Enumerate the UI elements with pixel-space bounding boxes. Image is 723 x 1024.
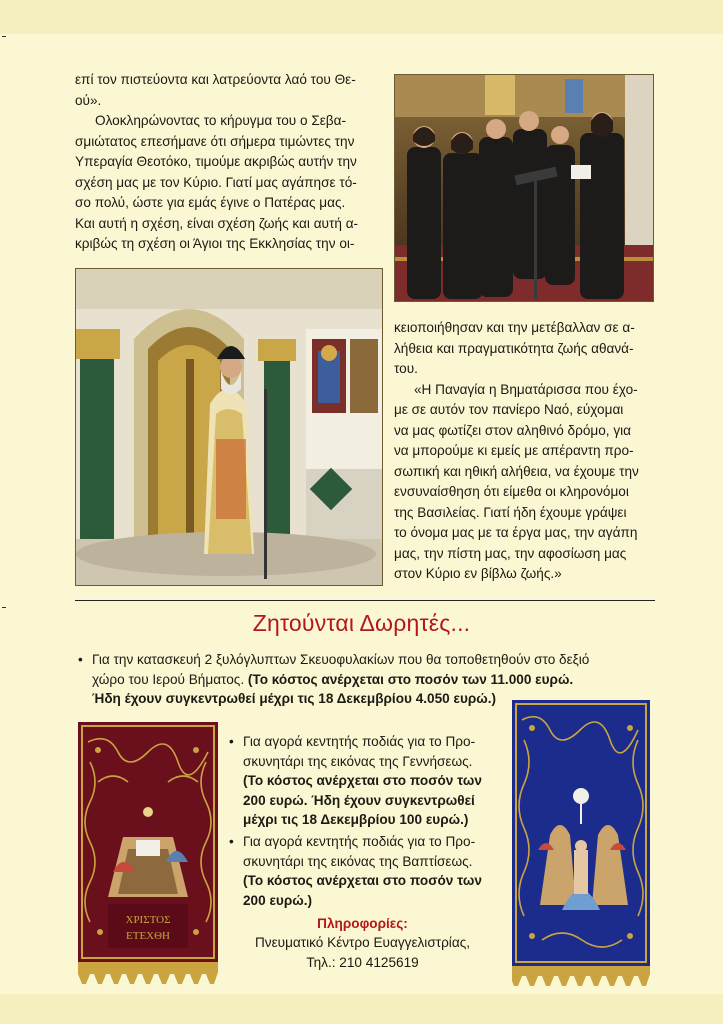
article-line: Και αυτή η σχέση, είναι σχέση ζωής και αυτή α-	[75, 215, 359, 231]
article-line: Ολοκληρώνοντας το κήρυγμα του ο Σεβα-	[95, 113, 346, 128]
donor-item-3-cost-2: 200 ευρώ.)	[243, 892, 313, 908]
article-line: κριβώς τη σχέση οι Άγιοι της Εκκλησίας την οι-	[75, 236, 355, 251]
choir-photo	[394, 74, 654, 302]
donor-item-1-line2: χώρο του Ιερού Βήματος.	[92, 671, 248, 687]
article-line: να μας φωτίζει στον αληθινό δρόμο, για	[394, 422, 632, 438]
choir-photo-image	[395, 75, 653, 301]
article-line: ού».	[75, 92, 102, 108]
article-line: το όνομα μας με τα έργα μας, την αγάπη	[394, 525, 638, 540]
donor-item-2-cost-2: 200 ευρώ. Ήδη έχουν συγκεντρωθεί	[243, 792, 475, 808]
bullet-icon: •	[78, 652, 83, 667]
article-line: επί τον πιστεύοντα και λατρεύοντα λαό του Θε-	[75, 72, 356, 87]
donor-item-2-line1: Για αγορά κεντητής ποδιάς για το Προ-	[243, 734, 476, 749]
article-line: σχέση μας με τον Κύριο. Γιατί μας αγάπησε τό-	[75, 174, 357, 190]
donor-item-3-line1: Για αγορά κεντητής ποδιάς για το Προ-	[243, 834, 476, 849]
margin-mark	[2, 36, 6, 37]
donors-title: Ζητούνται Δωρητές...	[252, 610, 471, 636]
donor-item-2-cost: (Το κόστος ανέρχεται στο ποσόν των	[243, 773, 482, 788]
info-title: Πληροφορίες:	[317, 916, 408, 931]
article-line: «Η Παναγία η Βηματάρισσα που έχο-	[414, 381, 638, 397]
donor-item-1-line1: Για την κατασκευή 2 ξυλόγλυπτων Σκευοφυλακίων που θα τοποθετηθούν στο δεξιό	[92, 652, 590, 667]
bullet-icon: •	[229, 734, 234, 749]
donor-item-2	[229, 732, 504, 830]
article-line: ενσυναίσθηση ότι είμεθα οι κληρονόμοι	[394, 484, 629, 499]
donor-item-1-cost: (Το κόστος ανέρχεται στο ποσόν των 11.000 ευρώ.	[247, 671, 574, 687]
article-line: του.	[394, 361, 418, 376]
info-phone: Τηλ.: 210 4125619	[306, 955, 419, 970]
nativity-embroidered-banner	[78, 722, 218, 984]
info-organization: Πνευματικό Κέντρο Ευαγγελιστρίας,	[254, 935, 471, 950]
article-line: σο πολύ, ώστε για εμάς έγινε ο Πατέρας μας.	[75, 195, 346, 210]
article-line: Υπεραγία Θεοτόκο, τιμούμε ακριβώς αυτήν την	[75, 154, 357, 169]
donor-item-3-line2: σκυνητάρι της εικόνας της Βαπτίσεως.	[243, 853, 473, 869]
article-line: κειοποιήθησαν και την μετέβαλλαν σε α-	[394, 320, 635, 335]
article-line: με σε αυτόν τον πανίερο Ναό, εύχομαι	[394, 402, 624, 417]
section-divider	[75, 600, 655, 601]
article-text-right	[394, 318, 652, 585]
nativity-banner-image	[78, 722, 218, 984]
donor-item-2-line2: σκυνητάρι της εικόνας της Γεννήσεως.	[243, 753, 473, 769]
theophany-banner-image	[512, 700, 650, 986]
article-line: στον Κύριο εν βίβλω ζωής.»	[394, 566, 562, 581]
nativity-caption-line1: ΧΡΙΣΤΟΣ	[125, 914, 171, 926]
donor-item-2-collected: μέχρι τις 18 Δεκεμβρίου 100 ευρώ.)	[243, 812, 469, 827]
article-line: σωπική και ηθική αλήθεια, να έχουμε την	[394, 463, 639, 479]
donor-item-3	[229, 832, 504, 910]
donor-item-3-cost: (Το κόστος ανέρχεται στο ποσόν των	[243, 873, 482, 888]
article-line: λήθεια και πραγματικότητα ζωής αθανά-	[394, 340, 634, 356]
top-margin	[0, 0, 723, 34]
article-text-top	[75, 70, 383, 255]
bottom-margin	[0, 994, 723, 1024]
metropolitan-photo-image	[76, 269, 382, 585]
metropolitan-photo	[75, 268, 383, 586]
article-line: μας, την πίστη μας, την αφοσίωση μας	[394, 545, 627, 561]
theophany-embroidered-banner	[512, 700, 650, 986]
article-line: της Βασιλείας. Γιατί ήδη έχουμε γράψει	[394, 504, 627, 520]
donor-item-1-collected: Ήδη έχουν συγκεντρωθεί μέχρι τις 18 Δεκεμβρίου 4.050 ευρώ.)	[92, 691, 497, 706]
bullet-icon: •	[229, 834, 234, 849]
article-line: σμιώτατος επεσήμανε ότι σήμερα τιμώντες την	[75, 133, 355, 149]
margin-mark	[2, 607, 6, 608]
article-line: να μπορούμε κι εμείς με απέραντη προ-	[394, 443, 634, 458]
nativity-caption-line2: ΕΤΕΧΘΗ	[126, 930, 170, 942]
